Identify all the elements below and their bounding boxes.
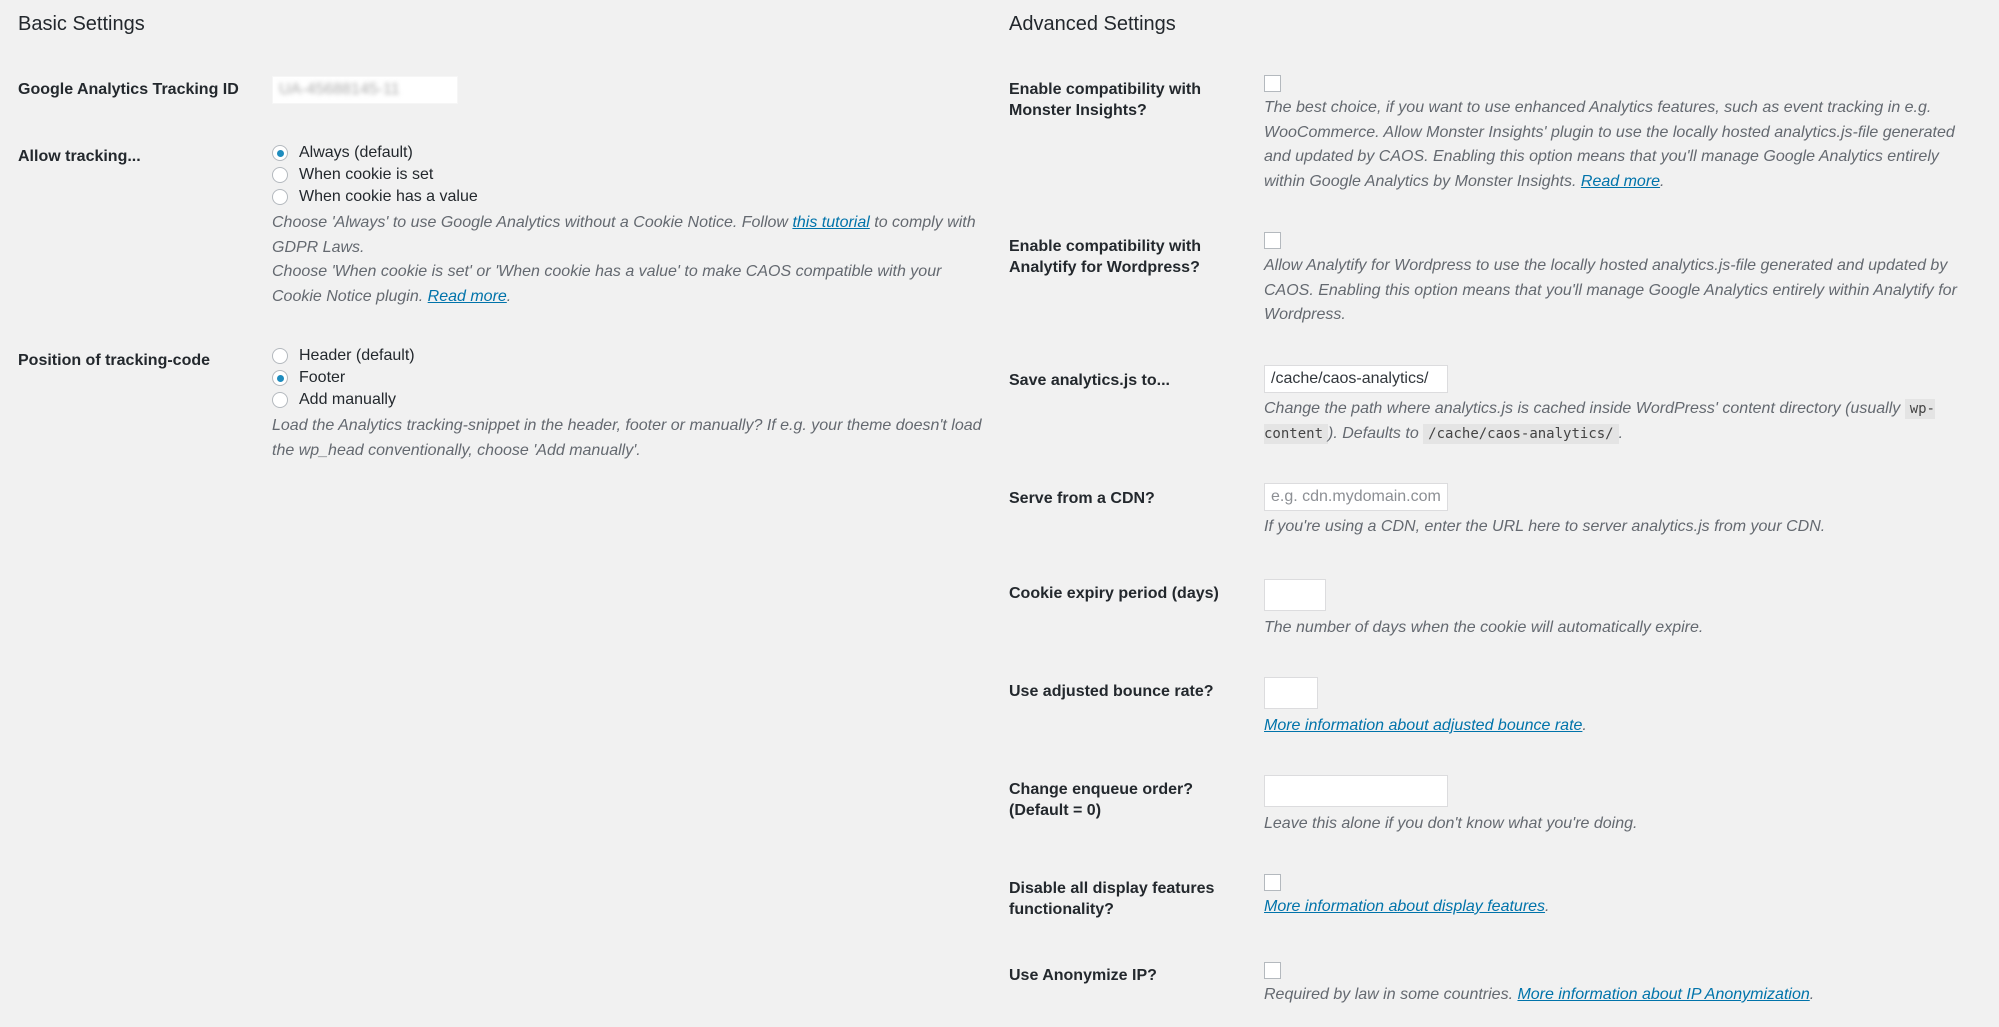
- radio-button-always[interactable]: [272, 145, 288, 161]
- read-more-link[interactable]: Read more: [427, 287, 507, 305]
- position-label: Position of tracking-code: [18, 352, 211, 369]
- desc-text: .: [1582, 717, 1587, 734]
- desc-text: Choose 'Always' to use Google Analytics without a Cookie Notice. Follow: [272, 214, 793, 231]
- code-default-path: /cache/caos-analytics/: [1423, 424, 1618, 444]
- radio-label-manual: Add manually: [299, 391, 396, 408]
- desc-text: .: [1660, 172, 1665, 190]
- radio-button-footer[interactable]: [272, 370, 288, 386]
- radio-label-cookie-set: When cookie is set: [299, 166, 434, 183]
- radio-option-cookie-value[interactable]: [272, 186, 992, 208]
- save-path-input[interactable]: [1264, 365, 1448, 393]
- code-wp-content: wp-content: [1264, 401, 1935, 442]
- anonymize-ip-label: Use Anonymize IP?: [1009, 967, 1157, 984]
- save-path-description: [1264, 397, 1974, 446]
- radio-option-footer[interactable]: [272, 367, 992, 389]
- desc-text: ). Defaults to: [1328, 424, 1424, 442]
- monster-insights-label: Enable compatibility with Monster Insights?: [1009, 81, 1202, 119]
- desc-text: to comply with GDPR Laws.: [272, 214, 976, 256]
- radio-option-manual[interactable]: [272, 389, 992, 411]
- save-path-value: /cache/caos-analytics/: [1271, 370, 1429, 387]
- position-description: Load the Analytics tracking-snippet in the header, footer or manually? If e.g. your theme doesn't load the wp_head conventionally, choose 'Add manually'.: [272, 417, 982, 459]
- display-features-checkbox[interactable]: [1264, 874, 1281, 891]
- radio-label-header: Header (default): [299, 347, 415, 364]
- desc-text: Choose 'When cookie is set' or 'When cookie has a value' to make CAOS compatible with your Cookie Notice plugin.: [272, 263, 942, 305]
- radio-label-always: Always (default): [299, 144, 413, 161]
- desc-text: Change the path where analytics.js is cached inside WordPress' content directory (usually: [1264, 400, 1905, 417]
- radio-option-cookie-set[interactable]: [272, 164, 992, 186]
- tracking-id-value: UA-45688145-11: [279, 81, 400, 98]
- bounce-rate-description: [1264, 714, 1974, 739]
- allow-tracking-label: Allow tracking...: [18, 148, 141, 165]
- desc-text: .: [1809, 986, 1815, 1003]
- monster-insights-checkbox[interactable]: [1264, 75, 1281, 92]
- display-features-label: Disable all display features functionality?: [1009, 880, 1215, 918]
- anonymize-info-link[interactable]: More information about IP Anonymization: [1517, 986, 1810, 1003]
- section-title-basic: Basic Settings: [18, 13, 145, 35]
- analytify-label: Enable compatibility with Analytify for Wordpress?: [1009, 238, 1202, 276]
- display-features-info-link[interactable]: More information about display features: [1264, 898, 1546, 915]
- cookie-expiry-label: Cookie expiry period (days): [1009, 585, 1219, 602]
- analytify-checkbox[interactable]: [1264, 232, 1281, 249]
- cdn-placeholder: e.g. cdn.mydomain.com: [1271, 488, 1441, 505]
- display-features-description: [1264, 895, 1974, 920]
- allow-tracking-description: [272, 211, 992, 309]
- enqueue-order-description: Leave this alone if you don't know what you're doing.: [1264, 815, 1638, 832]
- analytify-description: Allow Analytify for Wordpress to use the locally hosted analytics.js-file generated and updated by CAOS. Enabling this option means that you'll manage Google Analytics entirely within Analytify for Wordpress.: [1264, 257, 1957, 323]
- radio-label-footer: Footer: [299, 369, 346, 386]
- this-tutorial-link[interactable]: this tutorial: [792, 214, 870, 231]
- radio-button-header[interactable]: [272, 348, 288, 364]
- radio-option-always[interactable]: [272, 142, 992, 164]
- anonymize-ip-description: [1264, 983, 1974, 1008]
- tracking-id-input[interactable]: [272, 76, 458, 104]
- bounce-rate-label: Use adjusted bounce rate?: [1009, 683, 1214, 700]
- save-path-label: Save analytics.js to...: [1009, 372, 1170, 389]
- radio-button-cookie-set[interactable]: [272, 167, 288, 183]
- enqueue-order-input[interactable]: [1264, 775, 1448, 807]
- anonymize-ip-checkbox[interactable]: [1264, 962, 1281, 979]
- section-title-advanced: Advanced Settings: [1009, 13, 1176, 35]
- radio-button-cookie-value[interactable]: [272, 189, 288, 205]
- radio-button-manual[interactable]: [272, 392, 288, 408]
- cdn-label: Serve from a CDN?: [1009, 490, 1155, 507]
- cookie-expiry-description: The number of days when the cookie will automatically expire.: [1264, 619, 1704, 636]
- radio-option-header[interactable]: [272, 345, 992, 367]
- desc-text: .: [506, 287, 512, 305]
- cookie-expiry-input[interactable]: [1264, 579, 1326, 611]
- monster-insights-description: [1264, 96, 1974, 194]
- desc-text: Required by law in some countries.: [1264, 986, 1518, 1003]
- tracking-id-label: Google Analytics Tracking ID: [18, 81, 239, 98]
- cdn-description: If you're using a CDN, enter the URL here to server analytics.js from your CDN.: [1264, 518, 1826, 535]
- bounce-rate-input[interactable]: [1264, 677, 1318, 709]
- desc-text: .: [1545, 898, 1550, 915]
- desc-text: The best choice, if you want to use enhanced Analytics features, such as event tracking in e.g. WooCommerce. Allow Monster Insights' plugin to use the locally hosted analytics.js-file generated and updated by CAOS. Enabling this option means that you'll manage Google Analytics entirely within Google Analytics by Monster Insights.: [1264, 99, 1955, 190]
- enqueue-order-label: Change enqueue order? (Default = 0): [1009, 781, 1194, 819]
- radio-label-cookie-value: When cookie has a value: [299, 188, 478, 205]
- cdn-input[interactable]: [1264, 483, 1448, 511]
- bounce-rate-info-link[interactable]: More information about adjusted bounce rate: [1264, 717, 1583, 734]
- monster-read-more-link[interactable]: Read more: [1580, 172, 1661, 190]
- desc-text: .: [1618, 424, 1624, 442]
